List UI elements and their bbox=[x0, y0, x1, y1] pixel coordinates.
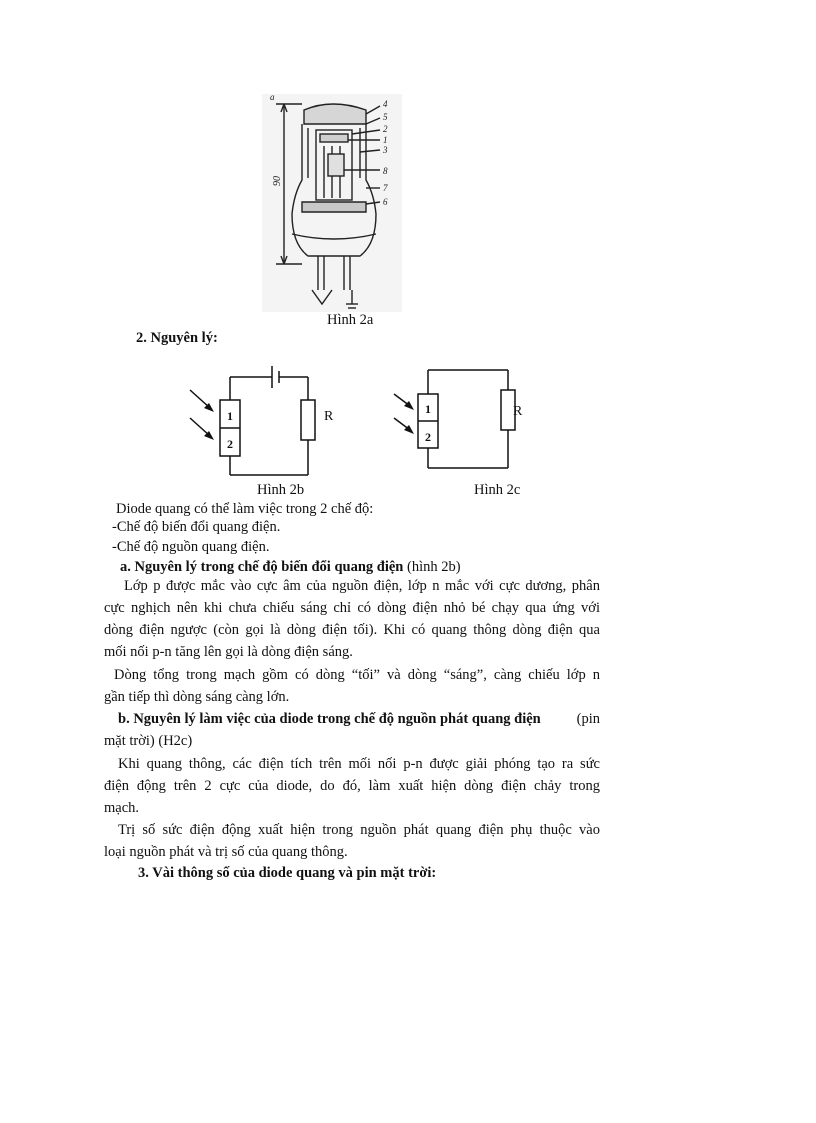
figure-2c-circuit bbox=[390, 360, 540, 484]
part-b-heading-line2: mặt trời) (H2c) bbox=[104, 733, 193, 749]
fig2a-part-label: 6 bbox=[383, 197, 388, 207]
part-a-heading-bold: a. Nguyên lý trong chế độ biến đổi quang điện bbox=[120, 559, 404, 575]
figure-2c-caption: Hình 2c bbox=[474, 482, 521, 498]
fig2a-part-label: 2 bbox=[383, 124, 388, 134]
fig2a-part-label: 4 bbox=[383, 99, 388, 109]
figure-2a-phototube-drawing bbox=[262, 94, 402, 312]
fig2c-resistor-label: R bbox=[513, 404, 523, 419]
part-b-para2-line: loại nguồn phát và trị số của quang thông. bbox=[104, 844, 348, 860]
part-b-para1-line: Khi quang thông, các điện tích trên mối nối p-n được giải phóng tạo ra sức bbox=[118, 756, 600, 772]
part-b-para1-line: điện động trên 2 cực của diode, do đó, làm xuất hiện dòng điện chảy trong bbox=[104, 778, 600, 794]
part-a-para1-line: cực nghịch nên khi chưa chiếu sáng chỉ có dòng điện nhỏ bé chạy qua ứng với bbox=[104, 600, 600, 616]
fig2c-cell-top-label: 1 bbox=[425, 402, 431, 416]
fig2b-resistor-label: R bbox=[324, 409, 334, 424]
part-a-para2-line: Dòng tổng trong mạch gồm có dòng “tối” và dòng “sáng”, càng chiếu lớp n bbox=[114, 667, 600, 683]
fig2a-top-mark: a bbox=[270, 94, 275, 102]
fig2a-part-label: 5 bbox=[383, 112, 388, 122]
fig2a-part-label: 7 bbox=[383, 183, 388, 193]
part-a-heading-ref: (hình 2b) bbox=[403, 559, 461, 575]
figure-2b-circuit bbox=[184, 360, 334, 484]
mode-1: -Chế độ biến đổi quang điện. bbox=[112, 519, 281, 535]
fig2b-cell-bottom-label: 2 bbox=[227, 437, 233, 451]
part-a-para1-line: mối nối p-n tăng lên gọi là dòng điện sáng. bbox=[104, 644, 353, 660]
part-a-para2-line: gần tiếp thì dòng sáng càng lớn. bbox=[104, 689, 290, 705]
part-b-heading-bold: b. Nguyên lý làm việc của diode trong chế độ nguồn phát quang điện bbox=[118, 711, 541, 727]
mode-2: -Chế độ nguồn quang điện. bbox=[112, 539, 270, 555]
section-3-heading: 3. Vài thông số của diode quang và pin mặt trời: bbox=[138, 865, 437, 881]
fig2a-part-label: 3 bbox=[383, 145, 388, 155]
part-b-heading-rest: (pin bbox=[576, 711, 600, 727]
figure-2a-caption: Hình 2a bbox=[327, 312, 374, 328]
figure-2b-caption: Hình 2b bbox=[257, 482, 305, 498]
fig2a-part-label: 1 bbox=[383, 135, 388, 145]
part-b-heading bbox=[118, 708, 600, 730]
fig2b-cell-top-label: 1 bbox=[227, 409, 233, 423]
intro-line: Diode quang có thể làm việc trong 2 chế độ: bbox=[116, 501, 374, 517]
part-b-para1-line: mạch. bbox=[104, 800, 140, 816]
fig2a-dimension-label: 90 bbox=[272, 176, 283, 186]
section-2-heading: 2. Nguyên lý: bbox=[136, 330, 218, 346]
fig2a-part-label: 8 bbox=[383, 166, 388, 176]
part-a-para1-line: dòng điện ngược (còn gọi là dòng điện tối). Khi có quang thông dòng điện qua bbox=[104, 622, 600, 638]
fig2c-cell-bottom-label: 2 bbox=[425, 430, 431, 444]
part-b-para2-line: Trị số sức điện động xuất hiện trong nguồn phát quang điện phụ thuộc vào bbox=[118, 822, 600, 838]
part-a-para1-line: Lớp p được mắc vào cực âm của nguồn điện, lớp n mắc với cực dương, phân bbox=[124, 578, 600, 594]
